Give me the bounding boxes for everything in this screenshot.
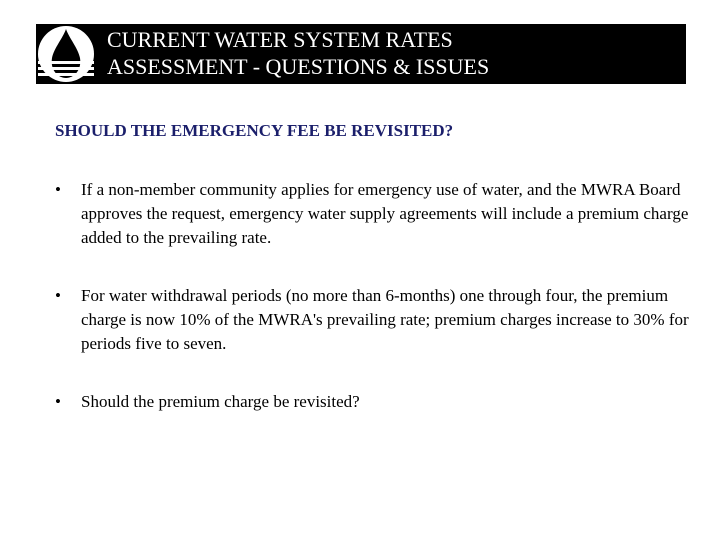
bullet-item — [55, 390, 695, 414]
page-title-line-2: ASSESSMENT - QUESTIONS & ISSUES — [107, 54, 490, 79]
bullet-symbol: • — [55, 392, 61, 411]
page-title-line-1: CURRENT WATER SYSTEM RATES — [107, 27, 453, 52]
bullet-text: Should the premium charge be revisited? — [81, 392, 360, 411]
bullet-item — [55, 178, 695, 250]
header-bar — [36, 24, 686, 84]
bullet-symbol: • — [55, 180, 61, 199]
section-question: SHOULD THE EMERGENCY FEE BE REVISITED? — [55, 121, 454, 140]
water-drop-logo-icon — [36, 24, 104, 84]
bullet-text: If a non-member community applies for emergency use of water, and the MWRA Board approves the request, emergency water supply agreements will include a premium charge added to the prevailing rate. — [81, 180, 689, 247]
bullet-symbol: • — [55, 286, 61, 305]
bullet-list — [55, 178, 695, 448]
bullet-text: For water withdrawal periods (no more than 6-months) one through four, the premium charge is now 10% of the MWRA's prevailing rate; premium charges increase to 30% for periods five to seven. — [81, 286, 689, 353]
page-title — [107, 26, 682, 80]
bullet-item — [55, 284, 695, 356]
